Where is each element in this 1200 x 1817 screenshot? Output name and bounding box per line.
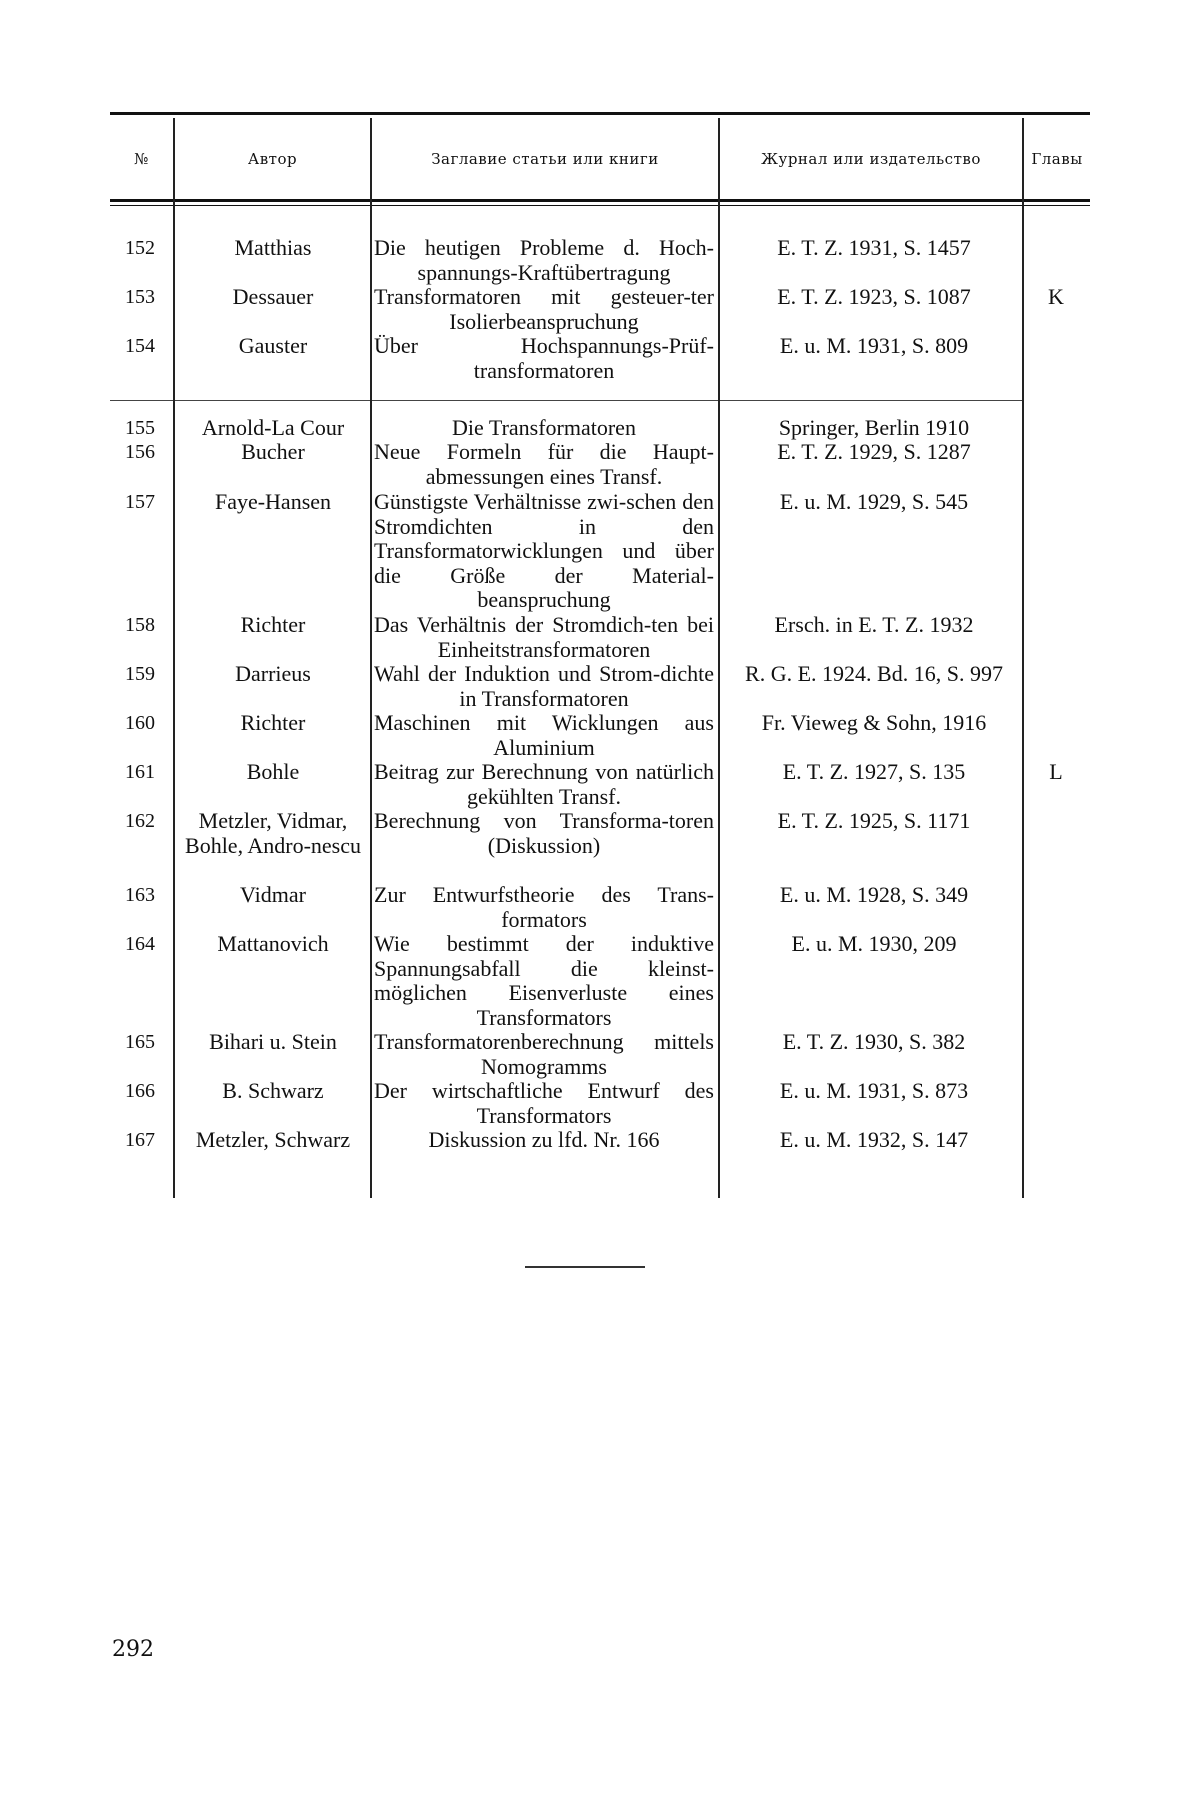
row-journal: E. u. M. 1931, S. 809 bbox=[779, 333, 969, 358]
row-journal: R. G. E. 1924. Bd. 16, S. 997 bbox=[745, 661, 1003, 686]
row-journal: E. T. Z. 1925, S. 1171 bbox=[777, 808, 971, 833]
row-number: 166 bbox=[125, 1080, 155, 1102]
row-title: Zur Entwurfstheorie des Trans-formators bbox=[374, 882, 714, 932]
page-number: 292 bbox=[112, 1637, 154, 1662]
row-title: Diskussion zu lfd. Nr. 166 bbox=[428, 1127, 660, 1152]
row-number: 165 bbox=[125, 1031, 155, 1053]
row-author: Richter bbox=[240, 710, 306, 735]
row-author: Bucher bbox=[241, 439, 305, 464]
row-number: 164 bbox=[125, 933, 155, 955]
row-chapter: K bbox=[1048, 284, 1064, 309]
row-number: 160 bbox=[125, 712, 155, 734]
row-author: Gauster bbox=[238, 333, 308, 358]
column-divider bbox=[370, 118, 372, 1198]
row-number: 157 bbox=[125, 491, 155, 513]
row-author: Vidmar bbox=[240, 882, 306, 907]
row-journal: E. u. M. 1929, S. 545 bbox=[779, 489, 969, 514]
row-title: Die heutigen Probleme d. Hoch-spannungs-Kraftübertragung bbox=[374, 235, 714, 285]
row-journal: E. u. M. 1930, 209 bbox=[791, 931, 957, 956]
row-journal: Ersch. in E. T. Z. 1932 bbox=[774, 612, 974, 637]
row-number: 158 bbox=[125, 614, 155, 636]
end-of-table-rule bbox=[525, 1266, 645, 1268]
header-chapters: Главы bbox=[1031, 150, 1083, 168]
row-title: Das Verhältnis der Stromdich-ten bei Einheitstransformatoren bbox=[374, 612, 714, 662]
row-journal: E. T. Z. 1923, S. 1087 bbox=[777, 284, 971, 309]
row-journal: E. u. M. 1928, S. 349 bbox=[779, 882, 969, 907]
row-author: Darrieus bbox=[235, 661, 311, 686]
top-rule bbox=[110, 112, 1090, 115]
row-title: Die Transformatoren bbox=[452, 415, 636, 440]
row-author: Faye-Hansen bbox=[214, 489, 332, 514]
row-journal: Fr. Vieweg & Sohn, 1916 bbox=[761, 710, 987, 735]
group-separator bbox=[720, 400, 1022, 401]
column-divider bbox=[173, 118, 175, 1198]
row-title: Wie bestimmt der induktive Spannungsabfall die kleinst-möglichen Eisenverluste eines Transformators bbox=[374, 931, 714, 1030]
row-author: Bohle bbox=[246, 759, 300, 784]
row-number: 154 bbox=[125, 335, 155, 357]
row-title: Maschinen mit Wicklungen aus Aluminium bbox=[374, 710, 714, 760]
row-title: Transformatorenberechnung mittels Nomogramms bbox=[374, 1029, 714, 1079]
group-separator bbox=[372, 400, 718, 401]
row-title: Wahl der Induktion und Strom-dichte in Transformatoren bbox=[374, 661, 714, 711]
group-separator bbox=[110, 400, 173, 401]
row-author: Matthias bbox=[234, 235, 312, 260]
group-separator bbox=[175, 400, 370, 401]
row-journal: E. u. M. 1932, S. 147 bbox=[779, 1127, 969, 1152]
row-journal: Springer, Berlin 1910 bbox=[778, 415, 970, 440]
row-number: 163 bbox=[125, 884, 155, 906]
row-journal: E. T. Z. 1927, S. 135 bbox=[782, 759, 966, 784]
row-title: Transformatoren mit gesteuer-ter Isolierbeanspruchung bbox=[374, 284, 714, 334]
row-author: Richter bbox=[240, 612, 306, 637]
row-title: Der wirtschaftliche Entwurf des Transformators bbox=[374, 1078, 714, 1128]
row-journal: E. T. Z. 1929, S. 1287 bbox=[777, 439, 971, 464]
row-title: Berechnung von Transforma-toren (Diskussion) bbox=[374, 808, 714, 858]
row-journal: E. T. Z. 1930, S. 382 bbox=[782, 1029, 966, 1054]
column-divider bbox=[718, 118, 720, 1198]
row-number: 156 bbox=[125, 441, 155, 463]
header-num: № bbox=[134, 150, 149, 168]
row-number: 161 bbox=[125, 761, 155, 783]
row-author: Mattanovich bbox=[217, 931, 329, 956]
row-number: 162 bbox=[125, 810, 155, 832]
row-author: Dessauer bbox=[232, 284, 314, 309]
row-author: Arnold-La Cour bbox=[201, 415, 345, 440]
row-author: Metzler, Vidmar, Bohle, Andro-nescu bbox=[185, 808, 361, 858]
row-number: 153 bbox=[125, 286, 155, 308]
row-number: 167 bbox=[125, 1129, 155, 1151]
row-title: Günstigste Verhältnisse zwi-schen den Stromdichten in den Transformatorwicklungen und über die Größe der Material-beanspruchung bbox=[374, 489, 714, 612]
header-title: Заглавие статьи или книги bbox=[431, 150, 659, 168]
row-author: Bihari u. Stein bbox=[209, 1029, 337, 1054]
header-journal: Журнал или издательство bbox=[761, 150, 981, 168]
row-number: 152 bbox=[125, 237, 155, 259]
row-number: 159 bbox=[125, 663, 155, 685]
row-journal: E. T. Z. 1931, S. 1457 bbox=[777, 235, 971, 260]
row-number: 155 bbox=[125, 417, 155, 439]
header-author: Автор bbox=[247, 150, 298, 168]
row-title: Über Hochspannungs-Prüf-transformatoren bbox=[374, 333, 714, 383]
row-title: Beitrag zur Berechnung von natürlich gekühlten Transf. bbox=[374, 759, 714, 809]
header-bottom-rule-thin bbox=[110, 205, 1090, 206]
row-chapter: L bbox=[1049, 759, 1063, 784]
row-journal: E. u. M. 1931, S. 873 bbox=[779, 1078, 969, 1103]
row-author: B. Schwarz bbox=[222, 1078, 324, 1103]
row-title: Neue Formeln für die Haupt-abmessungen eines Transf. bbox=[374, 439, 714, 489]
row-author: Metzler, Schwarz bbox=[195, 1127, 351, 1152]
